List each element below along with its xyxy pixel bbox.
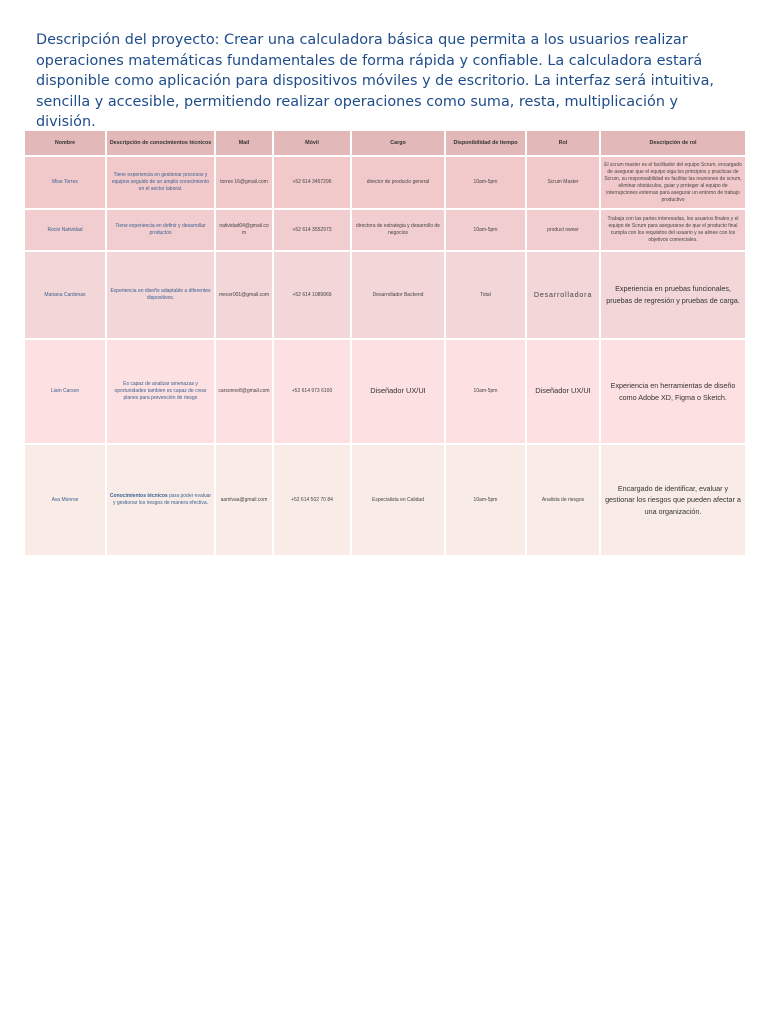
cell-conocimientos [106,444,215,556]
header-conocimientos: Descripción de conocimientos técnicos [106,130,215,156]
cell-conocimientos: Tiene experiencia en gestionar procesos y equipos seguido de un amplio conocimiento en el sector laboral. [106,156,215,209]
cell-movil: +52 614 3552973 [273,209,351,251]
cell-rol: Diseñador UX/UI [526,339,600,444]
table-header-row [24,130,746,156]
cell-rol: Analista de riesgos [526,444,600,556]
cell-disponibilidad: Total [445,251,526,339]
header-mail: Mail [215,130,273,156]
cell-descripcion-rol: Experiencia en herramientas de diseño como Adobe XD, Figma o Sketch. [600,339,746,444]
cell-disponibilidad: 10am-5pm [445,444,526,556]
cell-mail: torres 16@gmail.com [215,156,273,209]
header-movil: Móvil [273,130,351,156]
cell-conocimientos-rest: para poder evaluar y gestionar los riesgos de manera efectiva. [112,493,212,506]
header-cargo: Cargo [351,130,445,156]
table-row [24,156,746,209]
cell-nombre: Mariana Cardenas [24,251,106,339]
cell-mail: carsonne8@gmail.com [215,339,273,444]
cell-disponibilidad: 10am-5pm [445,339,526,444]
cell-descripcion-rol: Encargado de identificar, evaluar y gestionar los riesgos que pueden afectar a una organización. [600,444,746,556]
cell-rol: Desarrolladora [526,251,600,339]
cell-nombre: Mise Torres [24,156,106,209]
cell-conocimientos: Experiencia en diseño adaptable a diferentes dispositivos. [106,251,215,339]
cell-mail: natividad04@gmail.com [215,209,273,251]
cell-rol: product owner [526,209,600,251]
cell-movil: +52 614 3457296 [273,156,351,209]
cell-movil: +52 614 1089969 [273,251,351,339]
table-row [24,444,746,556]
table-row [24,339,746,444]
project-description: Descripción del proyecto: Crear una calculadora básica que permita a los usuarios realizar operaciones matemáticas fundamentales de forma rápida y confiable. La calculadora estará disponible como aplicación para dispositivos móviles y de escritorio. La interfaz será intuitiva, sencilla y accesible, permitiendo realizar operaciones como suma, resta, multiplicación y división. [36,32,715,131]
cell-disponibilidad: 10am-5pm [445,209,526,251]
cell-nombre: Rocio Natividad [24,209,106,251]
cell-conocimientos-bold: Conocimientos técnicos [109,493,168,499]
cell-descripcion-rol: El scrum master es el facilitador del equipo Scrum, encargado de asegurar que el equipo siga los principios y practicas de Scrum, su responsabilidad es facilitar las reuniones de scrum, eliminar obstáculos, guiar y proteger al equipo de interrupciones externas para asegurar un entorno de trabajo productivo [600,156,746,209]
cell-cargo: Desarrollador Backend [351,251,445,339]
cell-cargo: Diseñador UX/UI [351,339,445,444]
table-row [24,251,746,339]
team-table [23,129,747,557]
header-rol: Rol [526,130,600,156]
cell-conocimientos: Tiene experiencia en definir y desarrollar productos [106,209,215,251]
cell-movil: +52 614 502 70 84 [273,444,351,556]
header-descripcion-rol: Descripción de rol [600,130,746,156]
cell-conocimientos: Es capaz de analizar amenazas y oportunidades tambien es capaz de crear planes para prevención de riesgo [106,339,215,444]
cell-cargo: directora de estrategia y desarrollo de negocios [351,209,445,251]
cell-descripcion-rol: Trabaja con las partes interesadas, los usuarios finales y el equipo de Scrum para asegurarse de que el producto final cumpla con los requisitos del usuario y se alinee con los objetivos comerciales. [600,209,746,251]
cell-descripcion-rol: Experiencia en pruebas funcionales, pruebas de regresión y pruebas de carga. [600,251,746,339]
cell-disponibilidad: 10am-5pm [445,156,526,209]
table-row [24,209,746,251]
cell-nombre: Liam Carson [24,339,106,444]
cell-movil: +52 614 973 6100 [273,339,351,444]
cell-mail: aamlvaa@gmail.com [215,444,273,556]
header-nombre: Nombre [24,130,106,156]
cell-cargo: director de producto general [351,156,445,209]
cell-mail: mecer001@gmail.com [215,251,273,339]
cell-nombre: Ava Monroe [24,444,106,556]
cell-cargo: Especialista en Calidad [351,444,445,556]
cell-rol: Scrum Master [526,156,600,209]
header-disponibilidad: Disponibilidad de tiempo [445,130,526,156]
